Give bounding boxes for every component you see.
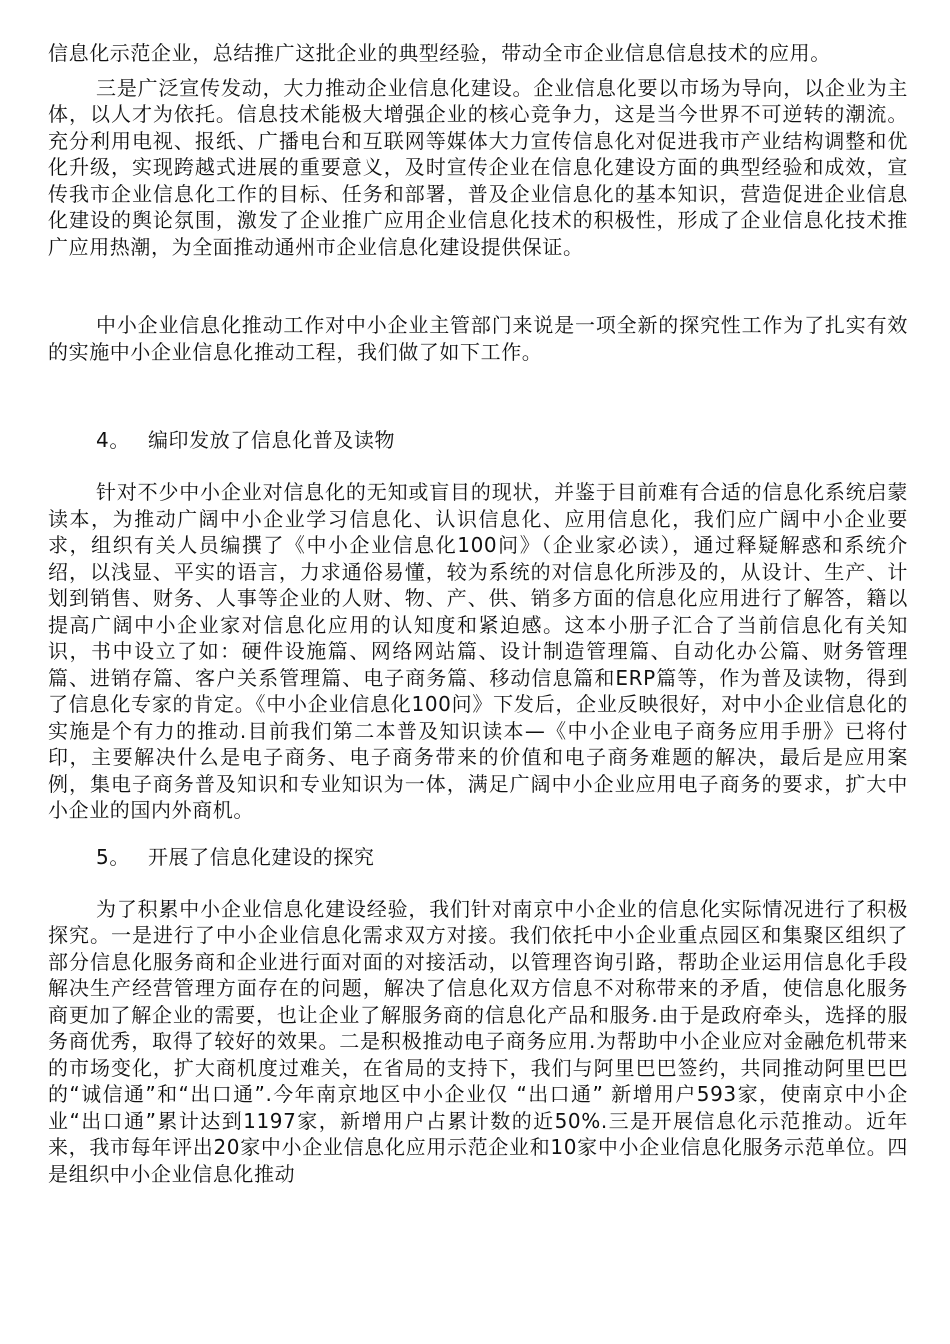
paragraph-continuation: 信息化示范企业，总结推广这批企业的典型经验，带动全市企业信息信息技术的应用。 [48,41,831,65]
paragraph-publicity: 三是广泛宣传发动，大力推动企业信息化建设。企业信息化要以市场为导向，以企业为主体，以人才为依托。信息技术能极大增强企业的核心竞争力，这是当今世界不可逆转的潮流。充分利用电视、报纸、广播电台和互联网等媒体大力宣传信息化对促进我市产业结构调整和优化升级，实现跨越式进展的重要意义，及时宣传企业在信息化建设方面的典型经验和成效，宣传我市企业信息化工作的目标、任务和部署，普及企业信息化的基本知识，营造促进企业信息化建设的舆论氛围，激发了企业推广应用企业信息化技术的积极性，形成了企业信息化技术推广应用热潮，为全面推动通州市企业信息化建设提供保证。 [48,75,908,259]
paragraph-intro: 中小企业信息化推动工作对中小企业主管部门来说是一项全新的探究性工作为了扎实有效的实施中小企业信息化推动工程，我们做了如下工作。 [48,313,908,364]
section-heading-4 [48,427,908,453]
section-number: 4。 [96,428,130,452]
section-title: 编印发放了信息化普及读物 [147,428,396,452]
section-number: 5。 [96,844,130,869]
section-heading-5 [48,844,908,870]
paragraph-exploration: 为了积累中小企业信息化建设经验，我们针对南京中小企业的信息化实际情况进行了积极探究。一是进行了中小企业信息化需求双方对接。我们依托中小企业重点园区和集聚区组织了部分信息化服务商和企业进行面对面的对接活动，以管理咨询引路，帮助企业运用信息化手段解决生产经营管理方面存在的问题，解决了信息化双方信息不对称带来的矛盾，使信息化服务商更加了解企业的需要，也让企业了解服务商的信息化产品和服务.由于是政府牵头，选择的服务商优秀，取得了较好的效果。二是积极推动电子商务应用.为帮助中小企业应对金融危机带来的市场变化，扩大商机度过难关，在省局的支持下，我们与阿里巴巴签约，共同推动阿里巴巴的“诚信通”和“出口通”.今年南京地区中小企业仅 “出口通” 新增用户593家，使南京中小企业“出口通”累计达到1197家，新增用户占累计数的近50%.三是开展信息化示范推动。近年来，我市每年评出20家中小企业信息化应用示范企业和10家中小企业信息化服务示范单位。四是组织中小企业信息化推动 [48,896,908,1186]
paragraph-reading-materials: 针对不少中小企业对信息化的无知或盲目的现状，并鉴于目前难有合适的信息化系统启蒙读本，为推动广阔中小企业学习信息化、认识信息化、应用信息化，我们应广阔中小企业要求，组织有关人员编撰了《中小企业信息化100问》（企业家必读），通过释疑解惑和系统介绍，以浅显、平实的语言，力求通俗易懂，较为系统的对信息化所涉及的，从设计、生产、计划到销售、财务、人事等企业的人财、物、产、供、销多方面的信息化应用进行了解答，籍以提高广阔中小企业家对信息化应用的认知度和紧迫感。这本小册子汇合了当前信息化有关知识，书中设立了如：硬件设施篇、网络网站篇、设计制造管理篇、自动化办公篇、财务管理篇、进销存篇、客户关系管理篇、电子商务篇、移动信息篇和ERP篇等，作为普及读物，得到了信息化专家的肯定。《中小企业信息化100问》下发后，企业反映很好，对中小企业信息化的实施是个有力的推动.目前我们第二本普及知识读本—《中小企业电子商务应用手册》已将付印，主要解决什么是电子商务、电子商务带来的价值和电子商务难题的解决，最后是应用案例，集电子商务普及知识和专业知识为一体，满足广阔中小企业应用电子商务的要求，扩大中小企业的国内外商机。 [48,480,908,822]
document-page [48,40,908,1187]
section-title: 开展了信息化建设的探究 [147,844,375,869]
